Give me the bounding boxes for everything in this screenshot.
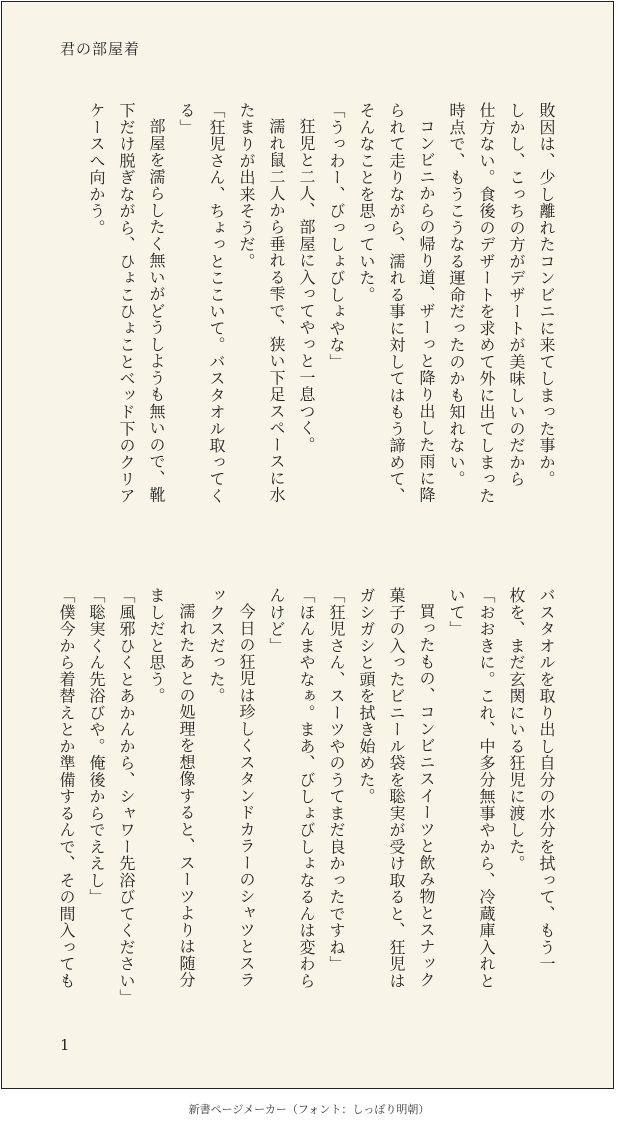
text-line: 「僕今から着替えとか準備するんで、その間入っても	[57, 587, 76, 989]
text-line: 買ったもの、コンビニスイーツと飲み物とスナック	[417, 603, 436, 989]
footer-caption: 新書ページメーカー（フォント：しっぽり明朝）	[188, 1103, 430, 1116]
text-line: 今日の狂児は珍しくスタンドカラーのシャツとスラ	[237, 603, 256, 989]
text-line: る」	[177, 102, 196, 136]
text-line: 「おおきに。これ、中多分無事やから、冷蔵庫入れと	[477, 587, 496, 989]
book-page	[1, 1, 614, 1089]
page-number: 1	[60, 1036, 70, 1054]
text-line: 濡れ鼠二人から垂れる雫で、狭い下足スペースに水	[267, 118, 286, 504]
text-line: 敗因は、少し離れたコンビニに来てしまった事か。	[537, 102, 556, 488]
text-line: 「狂児さん、スーツやのうてまだ良かったですね」	[327, 587, 346, 973]
text-line: ましだと思う。	[147, 587, 166, 705]
text-line: 仕方ない。食後のデザートを求めて外に出てしまった	[477, 102, 496, 504]
text-line: 「狂児さん、ちょっとここいて。バスタオル取ってく	[207, 102, 226, 504]
text-line: コンビニからの帰り道、ザーっと降り出した雨に降	[417, 118, 436, 504]
text-line: 「聡実くん先浴びや。俺後からでええし」	[87, 587, 106, 906]
text-line: 枚を、まだ玄関にいる狂児に渡した。	[507, 587, 526, 872]
text-line: 菓子の入ったビニール袋を聡実が受け取ると、狂児は	[387, 587, 406, 989]
text-line: バスタオルを取り出し自分の水分を拭って、もう一	[537, 587, 556, 973]
upper-text-block	[81, 102, 561, 542]
text-line: しかし、こっちの方がデザートが美味しいのだから	[507, 102, 526, 488]
text-line: 部屋を濡らしたく無いがどうしようも無いので、靴	[147, 118, 166, 504]
text-line: そんなことを思っていた。	[357, 102, 376, 303]
text-line: たまりが出来そうだ。	[237, 102, 256, 270]
text-line: 狂児と二人、部屋に入ってやっと一息つく。	[297, 118, 316, 453]
text-line: 「うっわー、びっしょびしょやな」	[327, 102, 346, 370]
text-line: ックスだった。	[207, 587, 226, 705]
text-line: られて走りながら、濡れる事に対してはもう諦めて、	[387, 102, 406, 504]
book-title: 君の部屋着	[60, 40, 141, 58]
text-line: ガシガシと頭を拭き始めた。	[357, 587, 376, 805]
text-line: いて」	[447, 587, 466, 638]
text-line: 「風邪ひくとあかんから、シャワー先浴びてください」	[117, 587, 136, 1006]
text-line: 濡れたあとの処理を想像すると、スーツよりは随分	[177, 603, 196, 989]
text-line: んけど」	[267, 587, 286, 654]
text-line: 時点で、もうこうなる運命だったのかも知れない。	[447, 102, 466, 488]
text-line: ケースへ向かう。	[87, 102, 106, 236]
text-line: 下だけ脱ぎながら、ひょこひょことベッド下のクリア	[117, 102, 136, 504]
lower-text-block	[51, 587, 561, 1027]
text-line: 「ほんまやなぁ。まあ、びしょびしょなるんは変わら	[297, 587, 316, 989]
